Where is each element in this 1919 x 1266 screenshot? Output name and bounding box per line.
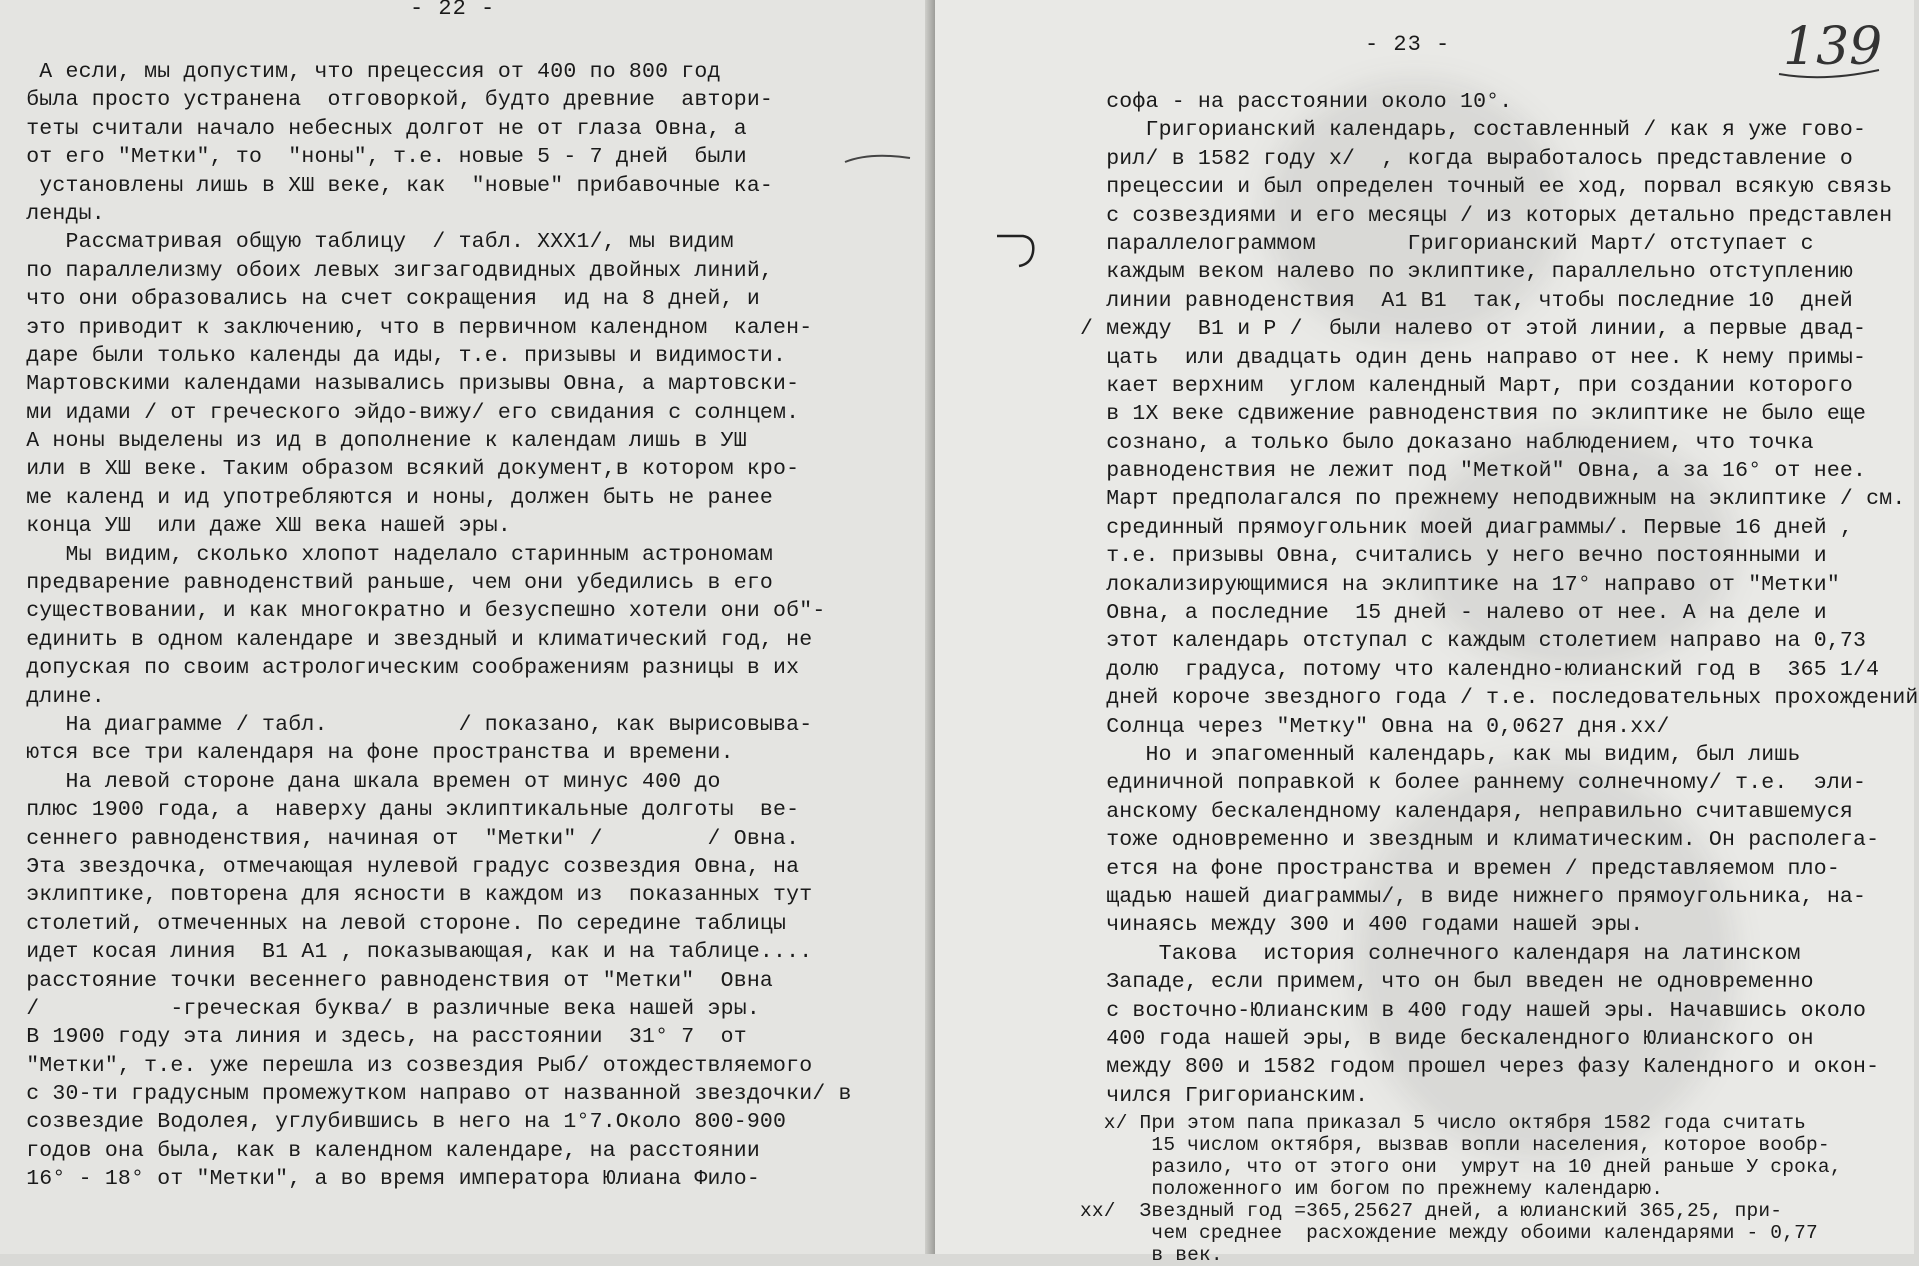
text-line: сознано, а только было доказано наблюдением, что точка (1080, 430, 1814, 455)
text-line: Мартовскими календами назывались призывы Овна, а мартовски- (0, 372, 800, 397)
text-line: "Метки", т.е. уже перешла из созвездия Рыб/ отождествляемого (0, 1053, 813, 1078)
pencil-mark-icon (840, 140, 920, 170)
text-line: с 30-ти градусным промежутком направо от названной звездочки/ в (0, 1082, 852, 1107)
archive-stamp-number (1775, 8, 1885, 78)
text-line: А если, мы допустим, что прецессия от 400 по 800 год (0, 60, 721, 84)
text-line: это приводит к заключению, что в первичном календном кален- (0, 315, 813, 340)
text-line: идет косая линия В1 А1 , показывающая, как и на таблице.... (0, 940, 813, 965)
text-line: Мы видим, сколько хлопот наделало старинным астрономам (0, 542, 774, 567)
text-line: рил/ в 1582 году х/ , когда выработалось представление о (1080, 146, 1854, 171)
text-line: ется на фоне пространства и времен / представляемом пло- (1080, 856, 1840, 881)
footnote-line: 15 числом октября, вызвав вопли населения, которое вообр- (1080, 1134, 1830, 1156)
text-line: между 800 и 1582 годом прошел через фазу Календного и окон- (1080, 1055, 1880, 1080)
footnote-line: положенного им богом по прежнему календарю. (1080, 1178, 1664, 1200)
text-line: конца УШ или даже ХШ века нашей эры. (0, 514, 511, 539)
text-line: А ноны выделены из ид в дополнение к календам лишь в УШ (0, 429, 747, 454)
footnote-line: разило, что от этого они умрут на 10 дней раньше У срока, (1080, 1156, 1842, 1178)
text-line: локализирующимися на эклиптике на 17° направо от "Метки" (1080, 572, 1840, 597)
text-line: даре были только календы да иды, т.е. призывы и видимости. (0, 343, 787, 368)
left-text-body (0, 58, 852, 1194)
text-line: созвездие Водолея, углубившись в него на 1°7.Около 800-900 (0, 1110, 787, 1135)
text-line: от его "Метки", то "ноны", т.е. новые 5 - 7 дней были (0, 145, 747, 170)
stamp-number-text: 139 (1783, 17, 1883, 77)
text-line: что они образовались на счет сокращения ид на 8 дней, и (0, 287, 760, 312)
text-line: кает верхним углом календный Март, при создании которого (1080, 373, 1854, 398)
text-line: или в ХШ веке. Таким образом всякий документ,в котором кро- (0, 457, 800, 482)
text-line: линии равноденствия А1 В1 так, чтобы последние 10 дней (1080, 288, 1854, 313)
text-line: Западе, если примем, что он был введен не одновременно (1080, 970, 1814, 995)
text-line: длине. (0, 684, 105, 709)
text-line: Март предполагался по прежнему неподвижным на эклиптике / см. (1080, 487, 1906, 512)
footnote-line: хх/ Звездный год =365,25627 дней, а юлианский 365,25, при- (1080, 1200, 1783, 1222)
text-line: ми идами / от греческого эйдо-вижу/ его свидания с солнцем. (0, 400, 800, 425)
text-line: столетий, отмеченных на левой стороне. По середине таблицы (0, 911, 787, 936)
text-line: прецессии и был определен точный ее ход, порвал всякую связь (1080, 175, 1893, 200)
left-page (0, 0, 935, 1254)
text-line: с созвездиями и его месяцы / из которых детально представлен (1080, 203, 1893, 228)
text-line: равноденствия не лежит под "Меткой" Овна, а за 16° от нее. (1080, 459, 1867, 484)
text-line: сеннего равноденствия, начиная от "Метки" / / Овна. (0, 826, 800, 851)
footnotes (1080, 1112, 1842, 1266)
text-line: На диаграмме / табл. / показано, как вырисовыва- (0, 712, 813, 737)
text-line: Эта звездочка, отмечающая нулевой градус созвездия Овна, на (0, 854, 800, 879)
text-line: по параллелизму обоих левых зигзагодвидных двойных линий, (0, 258, 774, 283)
text-line: Овна, а последние 15 дней - налево от нее. А на деле и (1080, 601, 1827, 626)
text-line: единичной поправкой к более раннему солнечному/ т.е. эли- (1080, 771, 1867, 796)
text-line: единить в одном календаре и звездный и климатический год, не (0, 627, 813, 652)
text-line: Но и эпагоменный календарь, как мы видим, был лишь (1080, 742, 1801, 767)
text-line: плюс 1900 года, а наверху даны эклиптикальные долготы ве- (0, 798, 800, 823)
text-line: была просто устранена отговоркой, будто древние автори- (0, 88, 774, 113)
right-page (935, 0, 1919, 1266)
text-line: Солнца через "Метку" Овна на 0,0627 дня.хх/ (1080, 714, 1670, 739)
text-line: чинаясь между 300 и 400 годами нашей эры. (1080, 913, 1644, 938)
footnote-line: в век. (1080, 1244, 1223, 1266)
text-line: тоже одновременно и звездным и климатическим. Он располега- (1080, 828, 1880, 853)
text-line: расстояние точки весеннего равноденствия от "Метки" Овна (0, 968, 774, 993)
text-line: ются все три календаря на фоне пространства и времени. (0, 741, 734, 766)
text-line: Григорианский календарь, составленный / как я уже гово- (1080, 118, 1867, 143)
text-line: параллелограммом Григорианский Март/ отступает с (1080, 231, 1814, 256)
text-line: каждым веком налево по эклиптике, параллельно отступлению (1080, 260, 1854, 285)
footnote-line: чем среднее расхождение между обоими календарями - 0,77 (1080, 1222, 1818, 1244)
text-line: срединный прямоугольник моей диаграммы/. Первые 16 дней , (1080, 515, 1854, 540)
text-line: с восточно-Юлианским в 400 году нашей эры. Начавшись около (1080, 998, 1867, 1023)
text-line: теты считали начало небесных долгот не от глаза Овна, а (0, 116, 747, 141)
text-line: предварение равноденствий раньше, чем они убедились в его (0, 571, 774, 596)
text-line: годов она была, как в календном календаре, на расстоянии (0, 1138, 760, 1163)
text-line: установлены лишь в ХШ веке, как "новые" прибавочные ка- (0, 173, 774, 198)
text-line: ме календ и ид употребляются и ноны, должен быть не ранее (0, 485, 774, 510)
text-line: эклиптике, повторена для ясности в каждом из показанных тут (0, 883, 813, 908)
text-line: существовании, и как многократно и безуспешно хотели они об"- (0, 599, 826, 624)
text-line: дней короче звездного года / т.е. последовательных прохождений (1080, 686, 1919, 711)
text-line: допуская по своим астрологическим соображениям разницы в их (0, 656, 800, 681)
text-line: ленды. (0, 201, 105, 226)
right-text-body (1080, 88, 1919, 1110)
text-line: 16° - 18° от "Метки", а во время императора Юлиана Фило- (0, 1167, 760, 1192)
text-line: / -греческая буква/ в различные века нашей эры. (0, 996, 760, 1021)
text-line: т.е. призывы Овна, считались у него вечно постоянными и (1080, 544, 1827, 569)
text-line: На левой стороне дана шкала времен от минус 400 до (0, 769, 721, 794)
text-line: цать или двадцать один день направо от нее. К нему примы- (1080, 345, 1867, 370)
footnote-line: х/ При этом папа приказал 5 число октября 1582 года считать (1080, 1112, 1807, 1134)
text-line: анскому бескалендному календаря, неправильно считавшемуся (1080, 799, 1854, 824)
handwritten-number-icon (1775, 8, 1885, 80)
text-line: в 1Х веке сдвижение равноденствия по эклиптике не было еще (1080, 402, 1867, 427)
text-line: щадью нашей диаграммы/, в виде нижнего прямоугольника, на- (1080, 884, 1867, 909)
text-line: этот календарь отступал с каждым столетием направо на 0,73 (1080, 629, 1867, 654)
page-number: - 23 - (1365, 32, 1451, 57)
page-number: - 22 - (410, 0, 496, 21)
text-line: долю градуса, потому что календно-юлианский год в 365 1/4 (1080, 657, 1880, 682)
text-line: софа - на расстоянии около 10°. (1080, 90, 1513, 114)
text-line: Такова история солнечного календаря на латинском (1080, 941, 1801, 966)
bracket-mark-icon (995, 222, 1055, 272)
text-line: 400 года нашей эры, в видe бескалендного Юлианского он (1080, 1026, 1814, 1051)
text-line: чился Григорианским. (1080, 1083, 1369, 1108)
text-line: / между В1 и Р / были налево от этой линии, а первые двад- (1080, 317, 1867, 342)
text-line: В 1900 году эта линия и здесь, на расстоянии 31° 7 от (0, 1025, 747, 1050)
text-line: Рассматривая общую таблицу / табл. ХХХ1/, мы видим (0, 230, 734, 255)
